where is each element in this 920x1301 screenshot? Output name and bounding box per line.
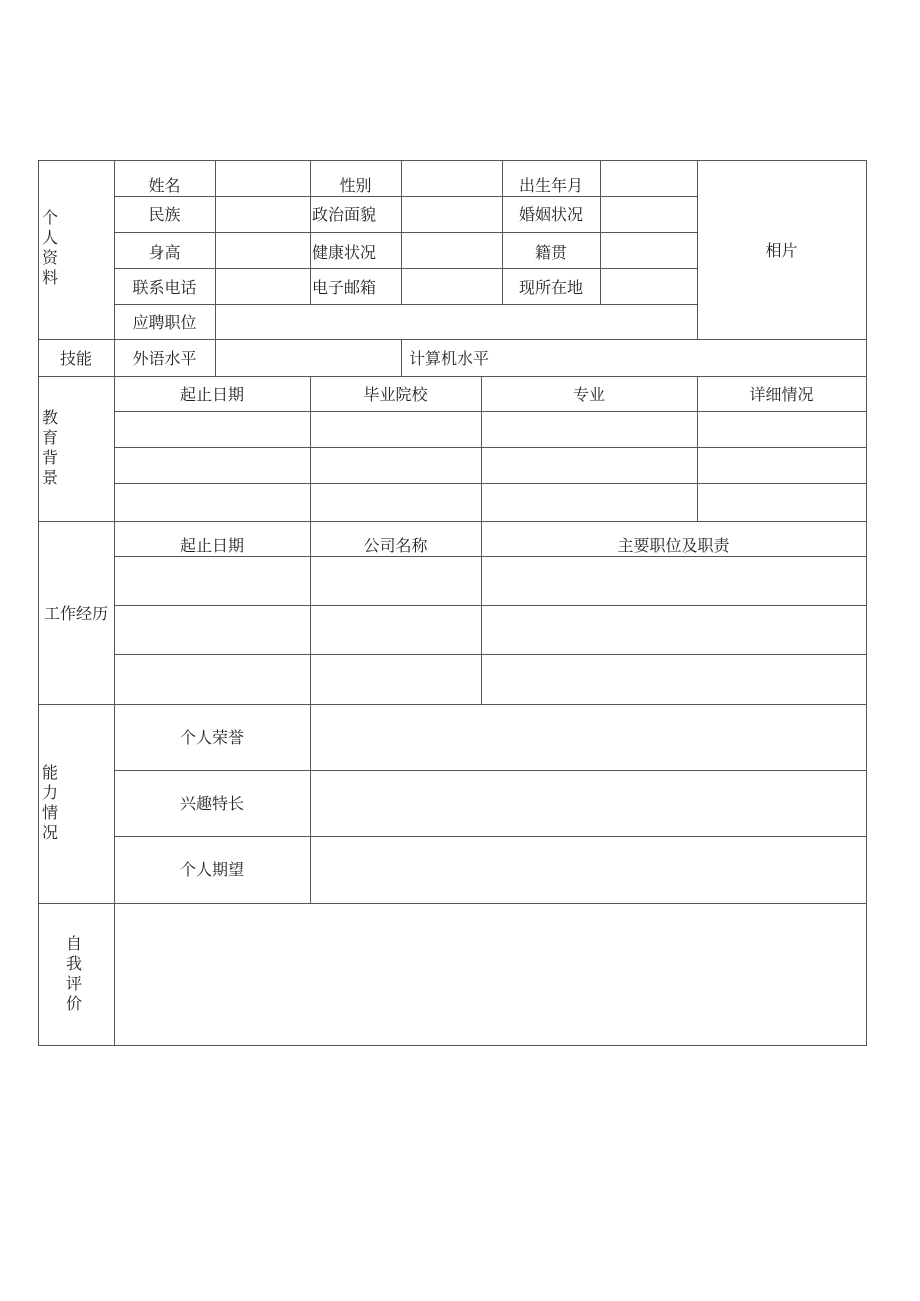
origin-label: 籍贯 — [534, 243, 567, 262]
section-work-label: 工作经历 — [43, 604, 108, 623]
health-label: 健康状况 — [312, 243, 377, 262]
edu-header-dates: 起止日期 — [179, 385, 244, 404]
col-line — [600, 160, 601, 304]
section-line — [38, 376, 867, 377]
ethnicity-label: 民族 — [148, 205, 181, 224]
marital-label: 婚姻状况 — [518, 205, 583, 224]
edu-header-major: 专业 — [572, 385, 605, 404]
row-line — [114, 605, 867, 606]
birth-label: 出生年月 — [518, 176, 583, 195]
foreign-language-label: 外语水平 — [132, 349, 197, 368]
col-line — [401, 339, 402, 376]
expectations-label: 个人期望 — [179, 860, 244, 879]
edu-header-details: 详细情况 — [749, 385, 814, 404]
row-line — [114, 556, 867, 557]
row-line — [114, 483, 867, 484]
row-line — [114, 268, 698, 269]
gender-label: 性别 — [339, 176, 372, 195]
phone-label: 联系电话 — [132, 278, 197, 297]
row-line — [114, 196, 698, 197]
name-label: 姓名 — [148, 176, 181, 195]
section-education-label: 教育背景 — [42, 408, 59, 487]
height-label: 身高 — [148, 243, 181, 262]
work-header-company: 公司名称 — [363, 536, 428, 555]
col-line — [310, 704, 311, 903]
work-header-duties: 主要职位及职责 — [617, 536, 730, 555]
border-top — [38, 160, 867, 161]
section-self-eval-label: 自我评价 — [66, 934, 83, 1013]
section-abilities-label: 能力情况 — [42, 763, 59, 842]
section-line — [38, 704, 867, 705]
row-line — [114, 770, 867, 771]
row-line — [114, 836, 867, 837]
photo-placeholder: 相片 — [765, 241, 798, 260]
section-line — [38, 903, 867, 904]
political-label: 政治面貌 — [312, 205, 377, 224]
edu-header-school: 毕业院校 — [363, 385, 428, 404]
border-bottom — [38, 1045, 867, 1046]
section-skills-label: 技能 — [59, 349, 92, 368]
border-left — [38, 160, 39, 1046]
interests-label: 兴趣特长 — [179, 794, 244, 813]
honors-label: 个人荣誉 — [179, 728, 244, 747]
row-line — [114, 654, 867, 655]
computer-level-label: 计算机水平 — [409, 349, 490, 368]
email-label: 电子邮箱 — [312, 278, 377, 297]
row-line — [114, 232, 698, 233]
location-label: 现所在地 — [518, 278, 583, 297]
section-line — [38, 521, 867, 522]
col-line — [401, 160, 402, 304]
work-header-dates: 起止日期 — [179, 536, 244, 555]
row-line — [114, 447, 867, 448]
position-label: 应聘职位 — [132, 313, 197, 332]
section-line — [38, 339, 867, 340]
col-line — [215, 160, 216, 376]
row-line — [114, 411, 867, 412]
row-line — [114, 304, 698, 305]
section-personal-label: 个人资料 — [42, 208, 59, 287]
border-right — [866, 160, 867, 1046]
